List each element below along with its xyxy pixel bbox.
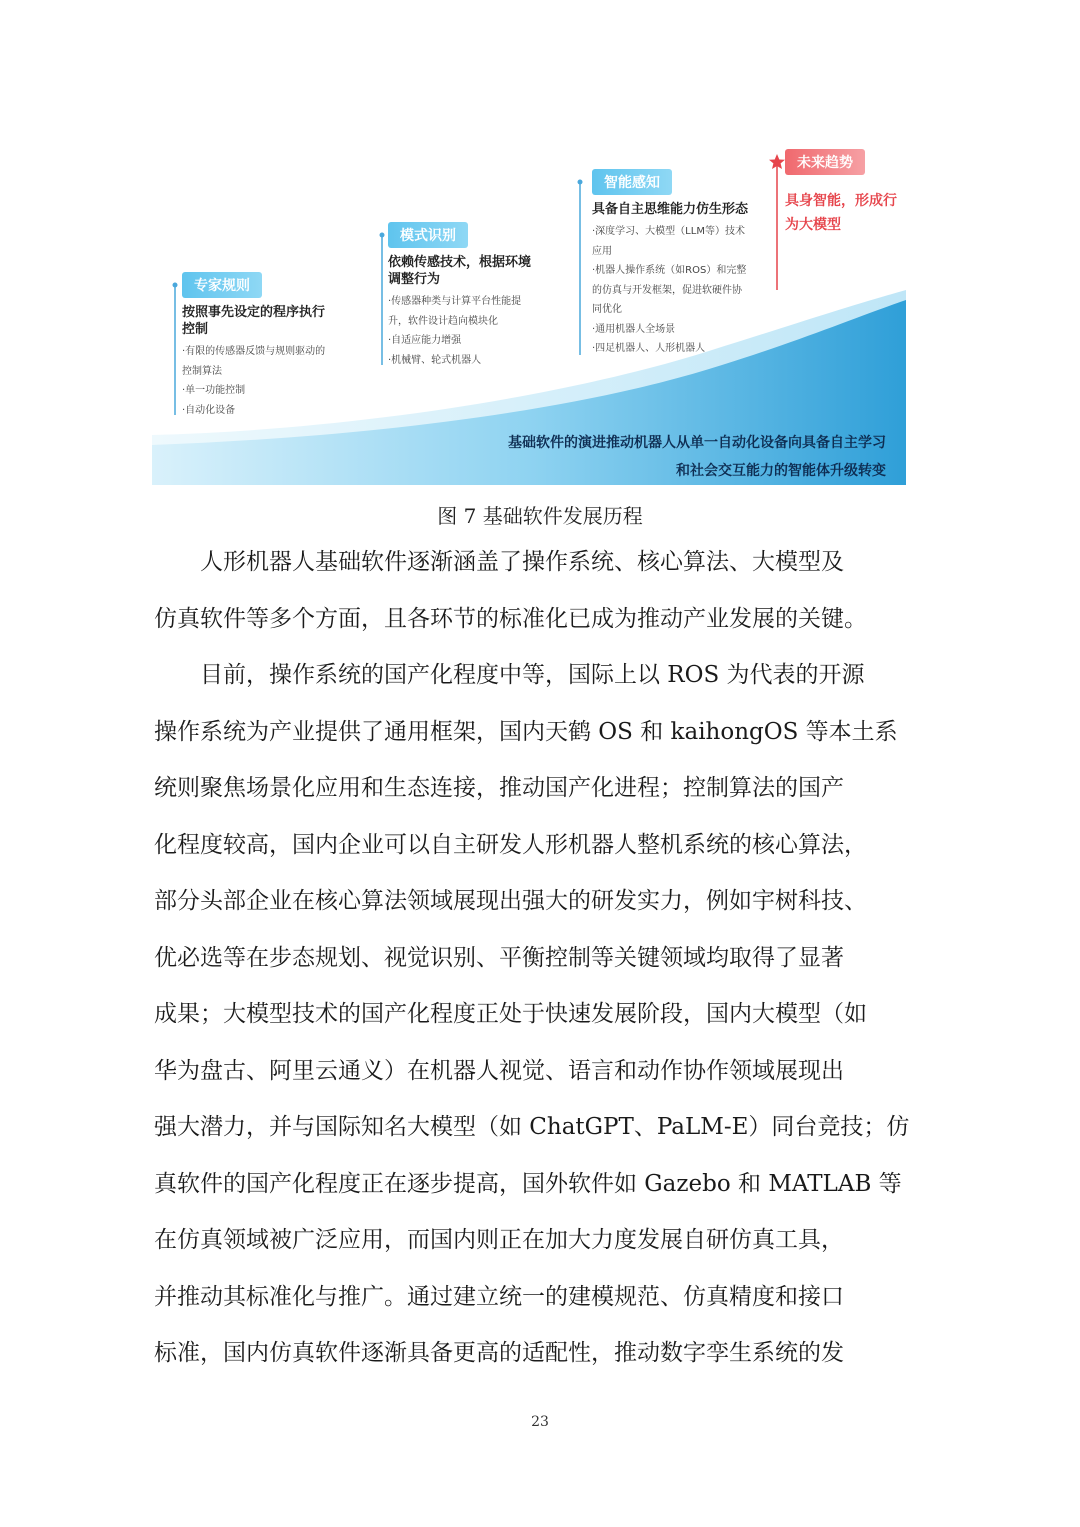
stage-intelligent-perception — [592, 169, 750, 359]
future-title: 具身智能，形成行为大模型 — [785, 193, 897, 233]
text-line: 并推动其标准化与推广。通过建立统一的建模规范、仿真精度和接口 — [154, 1283, 844, 1310]
text-line: 在仿真领域被广泛应用，而国内则正在加大力度发展自研仿真工具， — [154, 1227, 844, 1253]
page-number: 23 — [531, 1414, 549, 1430]
stage-title: 依赖传感技术，根据环境调整行为 — [388, 255, 532, 287]
text-line: 化程度较高，国内企业可以自主研发人形机器人整机系统的核心算法， — [154, 831, 867, 858]
text-line: 华为盘古、阿里云通义）在机器人视觉、语言和动作协作领域展现出 — [154, 1057, 844, 1084]
stage-title: 按照事先设定的程序执行控制 — [182, 305, 326, 337]
text-line: 标准，国内仿真软件逐渐具备更高的适配性，推动数字孪生系统的发 — [154, 1340, 844, 1366]
text-line: 操作系统为产业提供了通用框架，国内天鹤 OS 和 kaihongOS 等本土系 — [154, 718, 898, 745]
paragraph-1 — [154, 534, 922, 647]
text-line: 优必选等在步态规划、视觉识别、平衡控制等关键领域均取得了显著 — [154, 944, 844, 971]
stage-tag-future: 未来趋势 — [785, 149, 865, 175]
banner-line: 基础软件的演进推动机器人从单一自动化设备向具备自主学习 — [508, 435, 886, 451]
software-evolution-figure — [152, 145, 906, 485]
text-line: 部分头部企业在核心算法领域展现出强大的研发实力，例如宇树科技、 — [154, 888, 867, 914]
stage-tag: 专家规则 — [182, 272, 262, 298]
stage-item: ·自动化设备 — [182, 404, 236, 416]
text-line: 人形机器人基础软件逐渐涵盖了操作系统、核心算法、大模型及 — [154, 549, 844, 575]
stage-item: ·四足机器人、人形机器人 — [592, 343, 706, 354]
stage-item: ·自适应能力增强 — [388, 335, 462, 346]
text-line: 强大潜力，并与国际知名大模型（如 ChatGPT、PaLM-E）同台竞技；仿 — [154, 1114, 910, 1140]
stage-future-trend — [785, 149, 900, 237]
text-line: 成果；大模型技术的国产化程度正处于快速发展阶段，国内大模型（如 — [154, 1001, 867, 1027]
stage-item: ·有限的传感器反馈与规则驱动的控制算法 — [182, 346, 326, 377]
paragraph-2 — [154, 647, 922, 1382]
stage-item: ·机器人操作系统（如ROS）和完整的仿真与开发框架，促进软硬件协同优化 — [592, 265, 747, 315]
stage-title: 具备自主思维能力仿生形态 — [592, 202, 749, 217]
stage-tag: 模式识别 — [388, 222, 468, 248]
banner-line: 和社会交互能力的智能体升级转变 — [676, 463, 886, 479]
stage-tag: 智能感知 — [592, 169, 672, 195]
text-line: 仿真软件等多个方面，且各环节的标准化已成为推动产业发展的关键。 — [154, 605, 867, 632]
figure-banner — [508, 429, 886, 485]
stage-pattern-recognition — [388, 222, 538, 370]
figure-caption: 图 7 基础软件发展历程 — [437, 504, 643, 528]
stage-item: ·深度学习、大模型（LLM等）技术应用 — [592, 226, 745, 257]
text-line: 目前，操作系统的国产化程度中等，国际上以 ROS 为代表的开源 — [154, 662, 865, 688]
stage-item: ·机械臂、轮式机器人 — [388, 354, 482, 366]
stage-item: ·单一功能控制 — [182, 385, 246, 396]
stage-expert-rules — [182, 272, 332, 420]
text-line: 统则聚焦场景化应用和生态连接，推动国产化进程；控制算法的国产 — [154, 775, 844, 801]
stage-item: ·传感器种类与计算平台性能提升，软件设计趋向模块化 — [388, 296, 522, 327]
text-line: 真软件的国产化程度正在逐步提高，国外软件如 Gazebo 和 MATLAB 等 — [154, 1170, 902, 1197]
stage-item: ·通用机器人全场景 — [592, 323, 676, 335]
